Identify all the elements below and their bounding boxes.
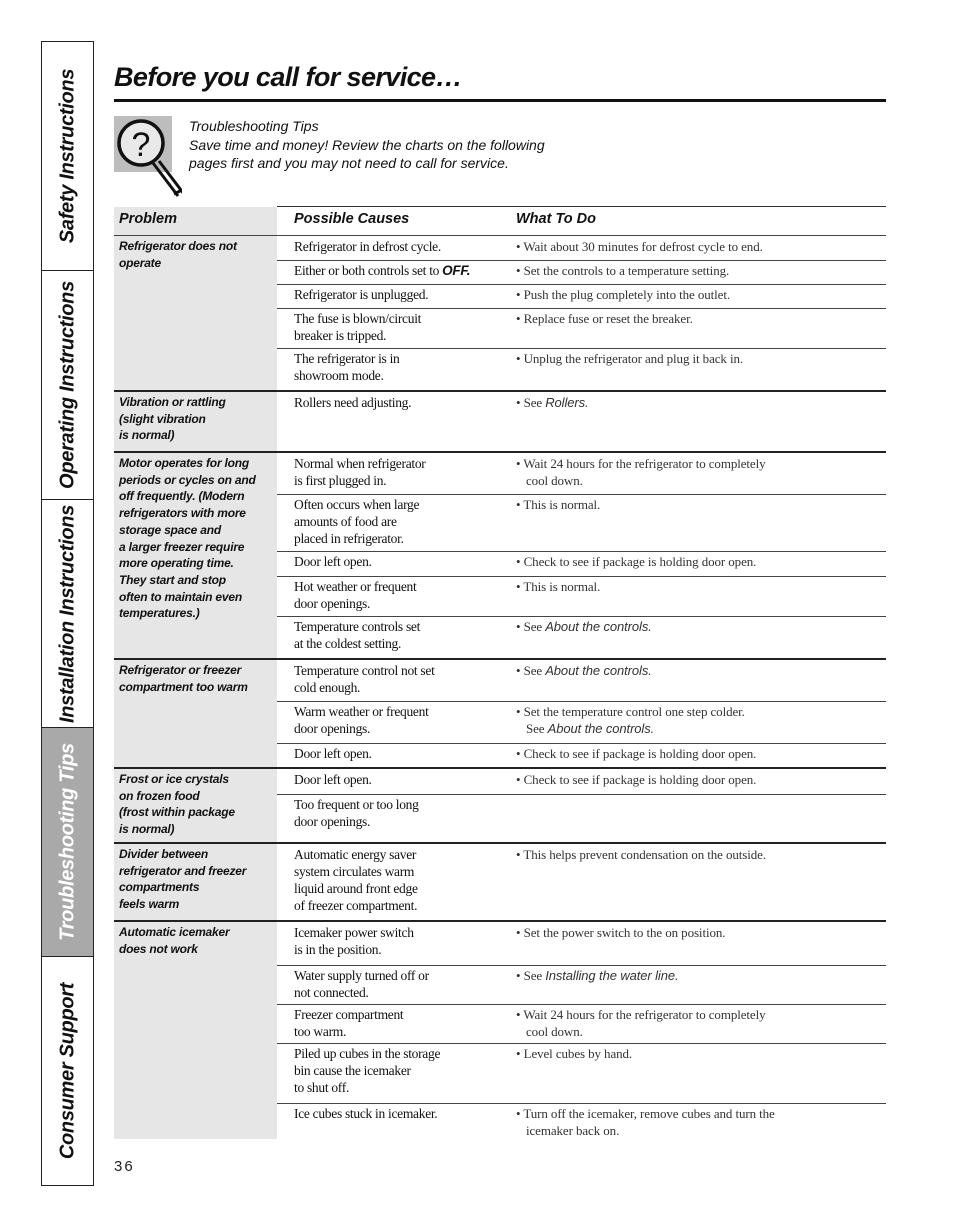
row-divider <box>277 551 886 552</box>
cause-line: Hot weather or frequent <box>294 579 417 594</box>
todo-line: icemaker back on. <box>526 1123 620 1138</box>
tab-label: Consumer Support <box>56 982 78 1160</box>
tab-consumer-support[interactable] <box>42 957 93 1185</box>
page-title: Before you call for service… <box>114 62 462 92</box>
todo-line: • Turn off the icemaker, remove cubes and turn the <box>516 1106 775 1121</box>
cause-cell <box>294 618 506 652</box>
todo-text: • See <box>516 619 546 634</box>
group-divider <box>114 235 886 236</box>
problem-line: a larger freezer require <box>119 539 245 554</box>
todo-text: See <box>526 721 548 736</box>
cause-cell <box>294 796 506 830</box>
todo-cell <box>516 1045 886 1062</box>
title-divider <box>114 99 886 102</box>
todo-text: • See <box>516 663 546 678</box>
cause-line: door openings. <box>294 596 371 611</box>
intro-line: pages first and you may not need to call for service. <box>189 155 509 171</box>
tab-safety-instructions[interactable] <box>42 42 93 271</box>
todo-line <box>516 394 886 411</box>
todo-line: • Wait 24 hours for the refrigerator to completely <box>516 1007 766 1022</box>
cause-line: Piled up cubes in the storage <box>294 1046 441 1061</box>
problem-line: (slight vibration <box>119 411 206 426</box>
cause-cell <box>294 967 506 1001</box>
row-divider <box>277 965 886 966</box>
cause-cell <box>294 924 506 958</box>
row-divider <box>277 1043 886 1044</box>
intro-line: Save time and money! Review the charts on the following <box>189 136 545 153</box>
cause-cell <box>294 496 506 547</box>
cause-cell <box>294 286 506 303</box>
cause-line <box>294 262 506 279</box>
tab-label: Troubleshooting Tips <box>56 743 78 941</box>
tab-label: Safety Instructions <box>56 68 78 244</box>
todo-cell <box>516 745 886 762</box>
todo-cell <box>516 703 886 737</box>
cause-line: not connected. <box>294 985 369 1000</box>
todo-cell <box>516 618 886 635</box>
todo-cell <box>516 455 886 489</box>
problem-line: more operating time. <box>119 556 234 571</box>
cause-cell <box>294 455 506 489</box>
problem-line: refrigerators with more <box>119 506 246 521</box>
todo-text: • See <box>516 395 546 410</box>
todo-cell <box>516 662 886 679</box>
cause-line: Icemaker power switch <box>294 925 414 940</box>
todo-text: • See <box>516 968 546 983</box>
tab-troubleshooting-tips[interactable] <box>42 728 93 957</box>
todo-cell <box>516 496 886 513</box>
problem-line: compartment too warm <box>119 679 248 694</box>
cause-line: The refrigerator is in <box>294 351 400 366</box>
cause-cell <box>294 262 506 279</box>
cause-text: Either or both controls set to <box>294 263 443 278</box>
cause-cell <box>294 662 506 696</box>
todo-line: cool down. <box>526 473 583 488</box>
svg-text:?: ? <box>131 126 151 164</box>
todo-line: • Check to see if package is holding door open. <box>516 746 757 761</box>
problem-line: Divider between <box>119 847 209 861</box>
cause-line: breaker is tripped. <box>294 328 387 343</box>
header-possible-causes: Possible Causes <box>294 211 410 227</box>
problem-line: refrigerator and freezer <box>119 863 247 878</box>
todo-cell <box>516 262 886 279</box>
problem-line: Refrigerator or freezer <box>119 663 242 677</box>
problem-line: storage space and <box>119 522 221 537</box>
todo-line: • Unplug the refrigerator and plug it back in. <box>516 351 744 366</box>
problem-cell <box>119 846 274 913</box>
row-divider <box>277 794 886 795</box>
todo-line <box>516 662 886 679</box>
cause-line: placed in refrigerator. <box>294 531 404 546</box>
problem-cell <box>119 924 274 957</box>
cause-line: amounts of food are <box>294 514 397 529</box>
cause-line: Refrigerator in defrost cycle. <box>294 239 441 254</box>
tab-label: Installation Instructions <box>56 504 78 723</box>
cause-cell <box>294 553 506 570</box>
todo-line: • Set the controls to a temperature setting. <box>516 263 730 278</box>
cause-cell <box>294 238 506 255</box>
section-sidebar <box>41 41 94 1186</box>
todo-line: • This helps prevent condensation on the outside. <box>516 847 766 862</box>
problem-line: off frequently. (Modern <box>119 489 245 504</box>
row-divider <box>277 284 886 285</box>
cause-line: Refrigerator is unplugged. <box>294 287 429 302</box>
todo-cell <box>516 286 886 303</box>
todo-line: • Set the temperature control one step colder. <box>516 704 745 719</box>
row-divider <box>277 494 886 495</box>
problem-cell <box>119 455 274 622</box>
cause-cell <box>294 846 506 914</box>
cause-line: Water supply turned off or <box>294 968 429 983</box>
cause-line: Door left open. <box>294 772 372 787</box>
todo-line: • Wait 24 hours for the refrigerator to completely <box>516 456 766 471</box>
problem-line: temperatures.) <box>119 606 200 621</box>
cause-line: to shut off. <box>294 1080 350 1095</box>
row-divider <box>277 1103 886 1104</box>
cause-line: at the coldest setting. <box>294 636 402 651</box>
group-divider <box>114 767 886 769</box>
header-problem: Problem <box>119 211 178 227</box>
cause-cell <box>294 771 506 788</box>
cause-cell <box>294 310 506 344</box>
todo-cell <box>516 967 886 984</box>
todo-cell <box>516 771 886 788</box>
group-divider <box>114 658 886 660</box>
intro-text <box>189 117 545 173</box>
cause-line: door openings. <box>294 814 371 829</box>
cause-line: too warm. <box>294 1024 347 1039</box>
cause-line: liquid around front edge <box>294 881 418 896</box>
cause-cell <box>294 1006 506 1040</box>
row-divider <box>277 260 886 261</box>
group-divider <box>114 390 886 392</box>
row-divider <box>277 701 886 702</box>
cause-line: Normal when refrigerator <box>294 456 426 471</box>
problem-line: does not work <box>119 941 198 956</box>
cause-cell <box>294 703 506 737</box>
cause-line: Door left open. <box>294 746 372 761</box>
todo-cell <box>516 350 886 367</box>
problem-line: feels warm <box>119 897 180 912</box>
cause-line: of freezer compartment. <box>294 898 418 913</box>
cause-line: Freezer compartment <box>294 1007 404 1022</box>
todo-line: • Check to see if package is holding door open. <box>516 554 757 569</box>
todo-line: • Replace fuse or reset the breaker. <box>516 311 693 326</box>
problem-line: periods or cycles on and <box>119 472 256 487</box>
problem-line: They start and stop <box>119 572 226 587</box>
cause-line: Too frequent or too long <box>294 797 419 812</box>
row-divider <box>277 1004 886 1005</box>
tab-label: Operating Instructions <box>56 281 78 489</box>
cause-line: door openings. <box>294 721 371 736</box>
group-divider <box>114 842 886 844</box>
todo-line: • Level cubes by hand. <box>516 1046 633 1061</box>
cause-cell <box>294 745 506 762</box>
question-mark-magnifier-icon <box>114 116 182 200</box>
cause-cell <box>294 1045 506 1096</box>
todo-line: • Wait about 30 minutes for defrost cycle to end. <box>516 239 763 254</box>
group-divider <box>114 451 886 453</box>
cause-line: is first plugged in. <box>294 473 387 488</box>
todo-reference: About the controls. <box>545 663 652 678</box>
todo-cell <box>516 1105 886 1139</box>
cause-line: Door left open. <box>294 554 372 569</box>
intro-heading: Troubleshooting Tips <box>189 118 319 134</box>
problem-line: is normal) <box>119 428 175 443</box>
row-divider <box>277 348 886 349</box>
todo-cell <box>516 394 886 411</box>
cause-line: is in the position. <box>294 942 382 957</box>
cause-line: Ice cubes stuck in icemaker. <box>294 1106 438 1121</box>
group-divider <box>114 920 886 922</box>
problem-cell <box>119 238 274 271</box>
cause-line: bin cause the icemaker <box>294 1063 411 1078</box>
cause-cell <box>294 394 506 411</box>
cause-line: Automatic energy saver <box>294 847 417 862</box>
todo-cell <box>516 553 886 570</box>
problem-line: compartments <box>119 880 200 895</box>
tab-operating-instructions[interactable] <box>42 271 93 500</box>
header-rule <box>277 206 886 207</box>
todo-line <box>516 967 886 984</box>
cause-line: system circulates warm <box>294 864 415 879</box>
problem-line: on frozen food <box>119 788 200 803</box>
page-number: 36 <box>114 1158 135 1175</box>
todo-reference: Rollers. <box>545 395 589 410</box>
cause-line: The fuse is blown/circuit <box>294 311 422 326</box>
todo-cell <box>516 238 886 255</box>
cause-line: Temperature control not set <box>294 663 435 678</box>
row-divider <box>277 616 886 617</box>
todo-line: • Set the power switch to the on position. <box>516 925 726 940</box>
todo-line: • This is normal. <box>516 579 601 594</box>
problem-line: Refrigerator does not <box>119 239 237 253</box>
cause-cell <box>294 1105 506 1122</box>
cause-line: Often occurs when large <box>294 497 420 512</box>
todo-cell <box>516 578 886 595</box>
cause-line: showroom mode. <box>294 368 384 383</box>
problem-line: operate <box>119 255 161 270</box>
row-divider <box>277 743 886 744</box>
todo-reference: Installing the water line. <box>545 968 679 983</box>
todo-line: cool down. <box>526 1024 583 1039</box>
row-divider <box>277 308 886 309</box>
todo-line: • Check to see if package is holding door open. <box>516 772 757 787</box>
problem-cell <box>119 662 274 695</box>
todo-reference: About the controls. <box>547 721 655 736</box>
problem-line: Vibration or rattling <box>119 395 226 409</box>
todo-line: • Push the plug completely into the outlet. <box>516 287 731 302</box>
header-what-to-do: What To Do <box>516 211 596 227</box>
todo-line <box>516 618 886 635</box>
problem-line: Automatic icemaker <box>119 925 230 939</box>
todo-cell <box>516 924 886 941</box>
todo-line <box>516 720 886 737</box>
cause-line: Rollers need adjusting. <box>294 395 412 410</box>
cause-cell <box>294 350 506 384</box>
problem-line: Frost or ice crystals <box>119 772 229 786</box>
cause-line: cold enough. <box>294 680 361 695</box>
cause-line: Warm weather or frequent <box>294 704 429 719</box>
problem-cell <box>119 771 274 838</box>
todo-line: • This is normal. <box>516 497 601 512</box>
cause-cell <box>294 578 506 612</box>
problem-line: (frost within package <box>119 805 235 820</box>
problem-line: Motor operates for long <box>119 456 250 470</box>
cause-line: Temperature controls set <box>294 619 421 634</box>
todo-cell <box>516 1006 886 1040</box>
problem-cell <box>119 394 274 444</box>
todo-cell <box>516 846 886 863</box>
row-divider <box>277 576 886 577</box>
problem-line: often to maintain even <box>119 589 242 604</box>
tab-installation-instructions[interactable] <box>42 500 93 728</box>
todo-cell <box>516 310 886 327</box>
cause-setting: OFF. <box>442 263 471 278</box>
problem-line: is normal) <box>119 822 175 837</box>
todo-reference: About the controls. <box>545 619 652 634</box>
